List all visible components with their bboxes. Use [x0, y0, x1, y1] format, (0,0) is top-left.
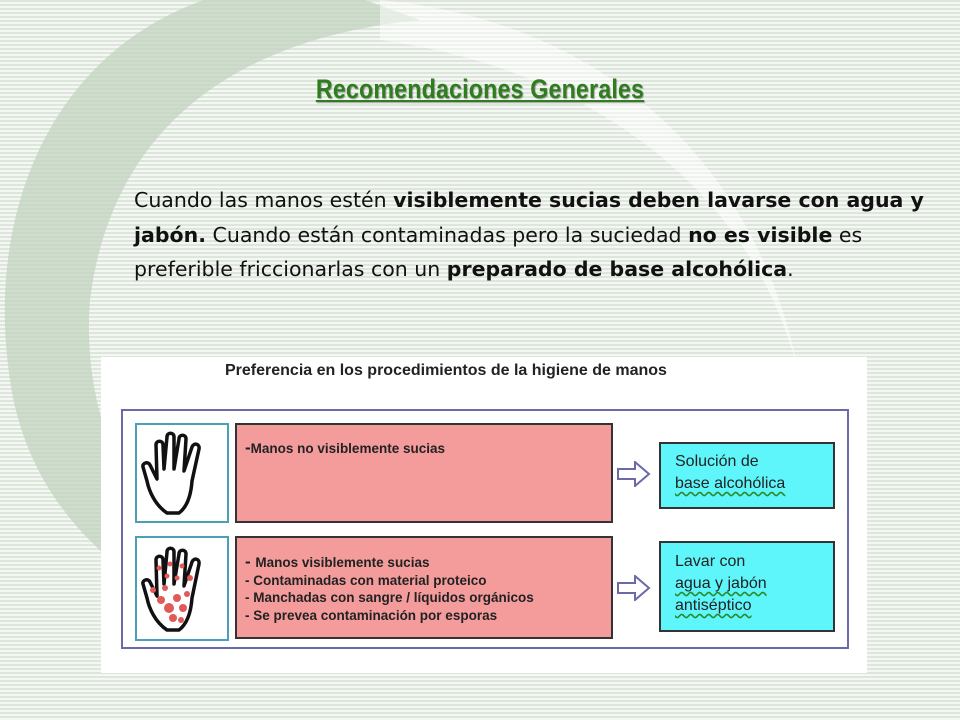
result-line: antiséptico	[675, 597, 752, 614]
result-line: agua y jabón	[675, 575, 767, 592]
paragraph-text-3: es preferible friccionarlas con un	[134, 222, 863, 281]
result-box-alcohol-solution	[659, 442, 835, 509]
right-arrow-icon	[617, 575, 651, 601]
paragraph-bold-1: visiblemente sucias deben lavarse con agua y jabón.	[134, 188, 924, 247]
condition-box-not-visibly-dirty	[235, 423, 613, 523]
paragraph-text-2: Cuando están contaminadas pero la suciedad	[206, 222, 689, 247]
page-title: Recomendaciones Generales	[315, 74, 645, 104]
result-line: Lavar con	[675, 553, 746, 570]
clean-hand-icon	[137, 425, 227, 521]
hand-hygiene-figure	[101, 357, 867, 673]
condition-dash: -	[245, 438, 251, 457]
condition-line: Manos visiblemente sucias	[255, 555, 430, 570]
recommendation-paragraph	[134, 183, 934, 287]
condition-line: - Contaminadas con material proteico	[245, 572, 487, 588]
condition-dash: -	[245, 552, 256, 571]
result-line: base alcohólica	[675, 475, 786, 492]
dirty-hand-box	[135, 536, 229, 641]
result-box-soap-water	[659, 541, 835, 632]
right-arrow-icon	[617, 461, 651, 487]
paragraph-bold-3: preparado de base alcohólica	[446, 257, 788, 281]
clean-hand-box	[135, 423, 229, 523]
figure-title: Preferencia en los procedimientos de la higiene de manos	[225, 362, 667, 379]
condition-line: - Se prevea contaminación por esporas	[245, 607, 498, 623]
condition-box-visibly-dirty	[235, 536, 613, 639]
paragraph-text-4: .	[787, 257, 794, 281]
dirty-hand-icon	[137, 538, 227, 638]
paragraph-bold-2: no es visible	[688, 222, 833, 247]
condition-line: Manos no visiblemente sucias	[250, 441, 445, 456]
result-line: Solución de	[675, 453, 759, 470]
paragraph-text-1: Cuando las manos estén	[134, 188, 394, 212]
condition-line: - Manchadas con sangre / líquidos orgánicos	[245, 590, 534, 605]
